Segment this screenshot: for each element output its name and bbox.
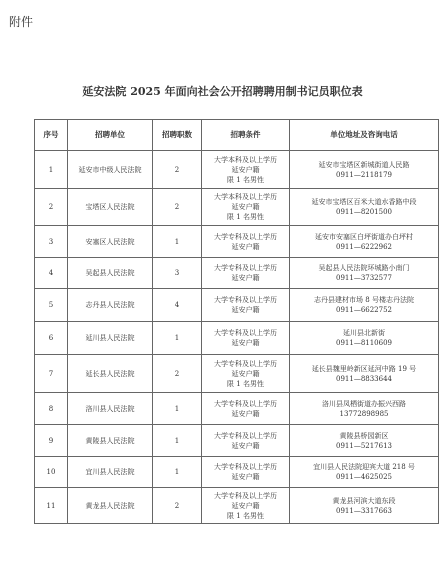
- conditions-cell: [202, 258, 290, 289]
- address-cell: [290, 488, 439, 524]
- condition-line: 延安户籍: [231, 165, 260, 174]
- row-number-cell: 10: [35, 457, 68, 488]
- phone-line: 0911—8201500: [336, 208, 392, 216]
- column-header-unit: 招聘单位: [68, 120, 153, 151]
- condition-line: 大学专科及以上学历: [214, 491, 277, 500]
- address-line: 洛川县凤栖街道办振兴西路: [322, 399, 406, 408]
- address-line: 延川县北新街: [343, 329, 385, 337]
- condition-line: 大学专科及以上学历: [214, 264, 277, 272]
- condition-line: 限 1 名男性: [227, 379, 264, 388]
- row-number-cell: 6: [35, 322, 68, 355]
- conditions-cell: [202, 425, 290, 457]
- unit-cell: 延长县人民法院: [68, 355, 153, 393]
- conditions-cell: [202, 289, 290, 322]
- address-cell: [290, 457, 439, 488]
- address-line: 延安市安塞区白坪街道办白坪村: [315, 232, 413, 241]
- conditions-cell: [202, 457, 290, 488]
- unit-cell: 洛川县人民法院: [68, 393, 153, 425]
- address-line: 延长县魏里岭新区延河中路 19 号: [311, 364, 417, 373]
- phone-line: 0911—8833644: [336, 374, 392, 383]
- table-row: [35, 457, 439, 488]
- table-row: [35, 322, 439, 355]
- row-number-cell: 4: [35, 258, 68, 289]
- count-cell: 2: [153, 355, 202, 393]
- unit-cell: 宜川县人民法院: [68, 457, 153, 488]
- count-cell: 1: [153, 425, 202, 457]
- address-cell: [290, 226, 439, 258]
- address-cell: [290, 289, 439, 322]
- address-line: 延安市宝塔区百米大道水香路中段: [311, 198, 417, 206]
- count-cell: 3: [153, 258, 202, 289]
- address-cell: [290, 393, 439, 425]
- condition-line: 延安户籍: [231, 441, 260, 450]
- table-row: [35, 151, 439, 189]
- unit-cell: 吴起县人民法院: [68, 258, 153, 289]
- row-number-cell: 9: [35, 425, 68, 457]
- conditions-cell: [202, 151, 290, 189]
- table-row: [35, 425, 439, 457]
- condition-line: 大学专科及以上学历: [214, 296, 277, 304]
- unit-cell: 黄陵县人民法院: [68, 425, 153, 457]
- phone-line: 0911—3732577: [336, 274, 392, 282]
- row-number-cell: 1: [35, 151, 68, 189]
- table-row: [35, 189, 439, 226]
- address-line: 吴起县人民法院环城路小南门: [318, 264, 410, 272]
- address-cell: [290, 151, 439, 189]
- address-line: 宜川县人民法院迎宾大道 218 号: [313, 463, 415, 471]
- condition-line: 延安户籍: [231, 306, 260, 314]
- phone-line: 0911—8110609: [336, 339, 392, 347]
- count-cell: 2: [153, 151, 202, 189]
- unit-cell: 安塞区人民法院: [68, 226, 153, 258]
- phone-line: 0911—6222962: [336, 242, 392, 251]
- unit-cell: 延安市中级人民法院: [68, 151, 153, 189]
- address-line: 志丹县建材市场 8 号楼志丹法院: [314, 296, 414, 304]
- condition-line: 延安户籍: [231, 409, 260, 418]
- condition-line: 大学本科及以上学历: [214, 155, 277, 164]
- conditions-cell: [202, 488, 290, 524]
- condition-line: 延安户籍: [231, 369, 260, 378]
- column-header-count: 招聘职数: [153, 120, 202, 151]
- condition-line: 延安户籍: [231, 242, 260, 251]
- condition-line: 延安户籍: [231, 339, 260, 347]
- count-cell: 1: [153, 393, 202, 425]
- column-header-number: 序号: [35, 120, 68, 151]
- address-line: 延安市宝塔区新城街道人民路: [318, 160, 410, 169]
- phone-line: 0911—5217613: [336, 441, 392, 450]
- condition-line: 限 1 名男性: [227, 213, 264, 221]
- condition-line: 大学专科及以上学历: [214, 431, 277, 440]
- attachment-label: 附件: [9, 15, 34, 29]
- address-cell: [290, 355, 439, 393]
- condition-line: 大学本科及以上学历: [214, 193, 277, 201]
- row-number-cell: 11: [35, 488, 68, 524]
- row-number-cell: 8: [35, 393, 68, 425]
- address-line: 黄陵县桥园新区: [339, 431, 389, 440]
- conditions-cell: [202, 393, 290, 425]
- table-row: [35, 289, 439, 322]
- positions-table: [34, 119, 439, 524]
- table-header-row: [35, 120, 439, 151]
- address-cell: [290, 189, 439, 226]
- condition-line: 大学专科及以上学历: [214, 329, 277, 337]
- row-number-cell: 3: [35, 226, 68, 258]
- address-cell: [290, 425, 439, 457]
- address-line: 黄龙县河滨大道东段: [332, 496, 396, 505]
- count-cell: 1: [153, 322, 202, 355]
- column-header-conditions: 招聘条件: [202, 120, 290, 151]
- column-header-address: 单位地址及咨询电话: [290, 120, 439, 151]
- unit-cell: 志丹县人民法院: [68, 289, 153, 322]
- conditions-cell: [202, 322, 290, 355]
- table-row: [35, 226, 439, 258]
- conditions-cell: [202, 355, 290, 393]
- conditions-cell: [202, 226, 290, 258]
- unit-cell: 宝塔区人民法院: [68, 189, 153, 226]
- condition-line: 延安户籍: [231, 501, 260, 510]
- phone-line: 0911—6622752: [336, 306, 392, 314]
- condition-line: 大学专科及以上学历: [214, 399, 277, 408]
- condition-line: 延安户籍: [231, 203, 260, 211]
- unit-cell: 延川县人民法院: [68, 322, 153, 355]
- phone-line: 0911—4625025: [336, 473, 392, 481]
- condition-line: 延安户籍: [231, 274, 260, 282]
- conditions-cell: [202, 189, 290, 226]
- condition-line: 限 1 名男性: [227, 175, 264, 184]
- row-number-cell: 5: [35, 289, 68, 322]
- row-number-cell: 2: [35, 189, 68, 226]
- table-row: [35, 258, 439, 289]
- row-number-cell: 7: [35, 355, 68, 393]
- condition-line: 大学专科及以上学历: [214, 359, 277, 368]
- count-cell: 2: [153, 488, 202, 524]
- table-row: [35, 393, 439, 425]
- condition-line: 延安户籍: [231, 473, 260, 481]
- condition-line: 大学专科及以上学历: [214, 463, 277, 471]
- count-cell: 1: [153, 457, 202, 488]
- phone-line: 13772898985: [339, 409, 389, 418]
- condition-line: 大学专科及以上学历: [214, 232, 277, 241]
- phone-line: 0911—2118179: [336, 170, 392, 179]
- condition-line: 限 1 名男性: [227, 511, 264, 520]
- table-body: [35, 151, 439, 524]
- document-title: 延安法院 2025 年面向社会公开招聘聘用制书记员职位表: [82, 85, 363, 98]
- table-row: [35, 488, 439, 524]
- count-cell: 2: [153, 189, 202, 226]
- address-cell: [290, 322, 439, 355]
- address-cell: [290, 258, 439, 289]
- phone-line: 0911—3317663: [336, 506, 392, 515]
- count-cell: 4: [153, 289, 202, 322]
- unit-cell: 黄龙县人民法院: [68, 488, 153, 524]
- table-row: [35, 355, 439, 393]
- count-cell: 1: [153, 226, 202, 258]
